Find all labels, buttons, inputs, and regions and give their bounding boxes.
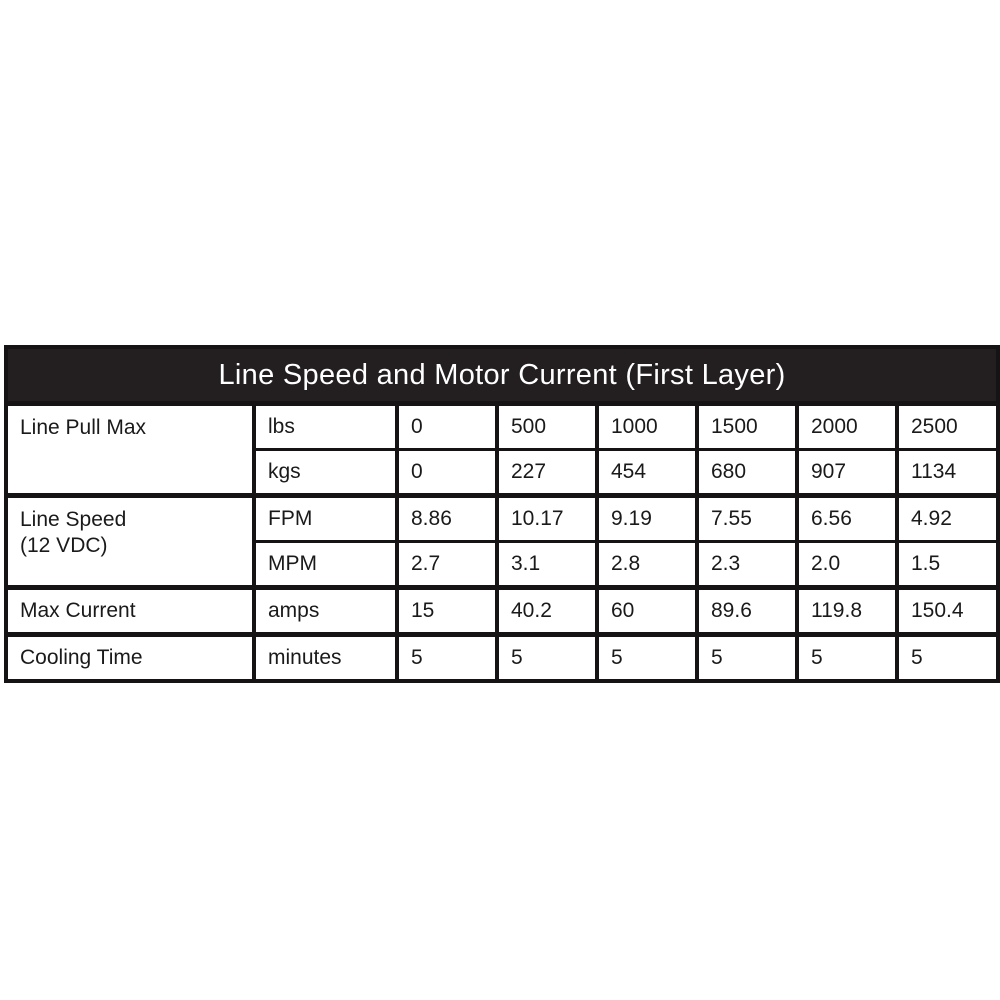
row-label-max-current: Max Current	[6, 588, 254, 635]
value-cell: 89.6	[697, 588, 797, 635]
value-cell: 500	[497, 404, 597, 450]
value-cell: 907	[797, 450, 897, 496]
value-cell: 680	[697, 450, 797, 496]
value-cell: 2.8	[597, 542, 697, 588]
value-cell: 5	[597, 635, 697, 682]
value-cell: 5	[697, 635, 797, 682]
row-label-line: Line Pull Max	[20, 416, 147, 439]
value-cell: 150.4	[897, 588, 998, 635]
value-cell: 2000	[797, 404, 897, 450]
value-cell: 0	[397, 404, 497, 450]
value-cell: 1134	[897, 450, 998, 496]
title-row	[6, 347, 998, 404]
value-cell: 10.17	[497, 496, 597, 542]
unit-cell: minutes	[254, 635, 397, 682]
unit-cell: kgs	[254, 450, 397, 496]
value-cell: 1500	[697, 404, 797, 450]
value-cell: 40.2	[497, 588, 597, 635]
unit-cell: lbs	[254, 404, 397, 450]
row-label-line-pull-max	[6, 404, 254, 496]
table-title: Line Speed and Motor Current (First Layer)	[6, 347, 998, 404]
value-cell: 9.19	[597, 496, 697, 542]
value-cell: 6.56	[797, 496, 897, 542]
value-cell: 2500	[897, 404, 998, 450]
row-label-line: (12 VDC)	[20, 534, 108, 557]
table-row-line-pull-lbs	[6, 404, 998, 450]
value-cell: 5	[497, 635, 597, 682]
value-cell: 7.55	[697, 496, 797, 542]
spec-table	[4, 345, 1000, 683]
value-cell: 15	[397, 588, 497, 635]
value-cell: 60	[597, 588, 697, 635]
row-label-line: Line Speed	[20, 508, 127, 531]
value-cell: 454	[597, 450, 697, 496]
value-cell: 8.86	[397, 496, 497, 542]
value-cell: 2.3	[697, 542, 797, 588]
unit-cell: amps	[254, 588, 397, 635]
row-label-cooling-time: Cooling Time	[6, 635, 254, 682]
table-row-max-current	[6, 588, 998, 635]
value-cell: 2.7	[397, 542, 497, 588]
value-cell: 1000	[597, 404, 697, 450]
table-row-cooling-time	[6, 635, 998, 682]
value-cell: 3.1	[497, 542, 597, 588]
value-cell: 227	[497, 450, 597, 496]
value-cell: 119.8	[797, 588, 897, 635]
value-cell: 1.5	[897, 542, 998, 588]
unit-cell: FPM	[254, 496, 397, 542]
value-cell: 0	[397, 450, 497, 496]
value-cell: 5	[397, 635, 497, 682]
value-cell: 5	[797, 635, 897, 682]
unit-cell: MPM	[254, 542, 397, 588]
value-cell: 5	[897, 635, 998, 682]
table-row-line-speed-fpm	[6, 496, 998, 542]
value-cell: 4.92	[897, 496, 998, 542]
row-label-line-speed	[6, 496, 254, 588]
value-cell: 2.0	[797, 542, 897, 588]
